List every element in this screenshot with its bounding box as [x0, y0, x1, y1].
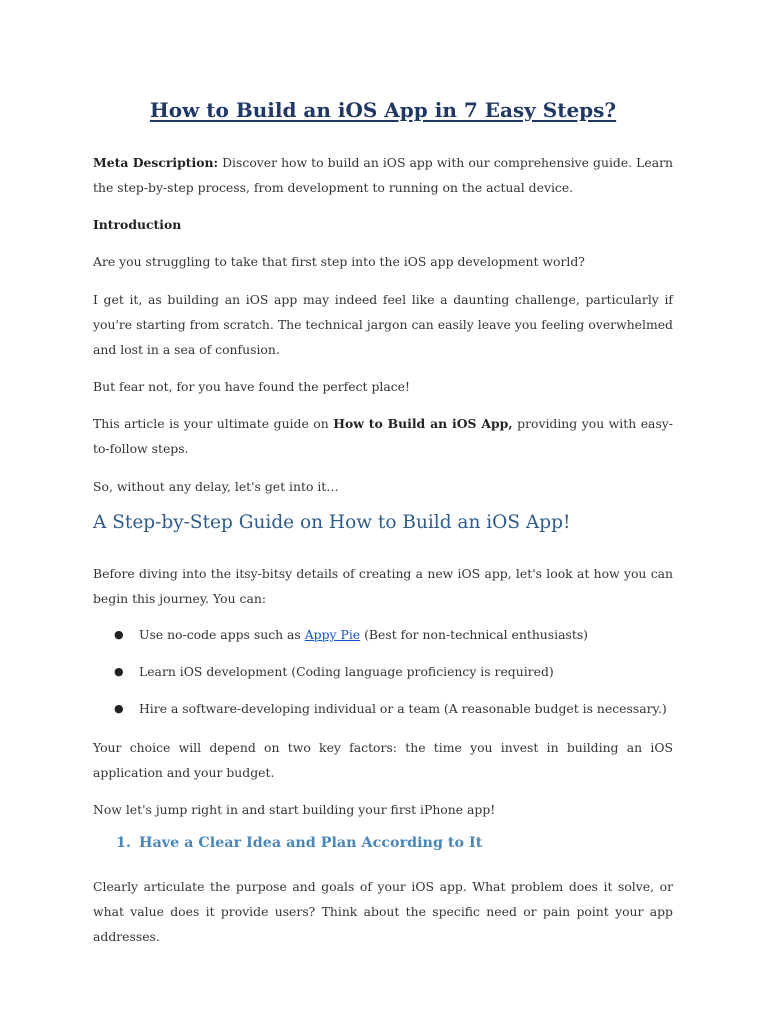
appy-pie-link[interactable]: Appy Pie — [304, 627, 361, 642]
list-item-1-end: (Best for non-technical enthusiasts) — [360, 627, 589, 642]
choice-paragraph: Your choice will depend on two key factors: the time you invest in building an iOS application and your budget. — [93, 740, 673, 780]
meta-description-text: Discover how to build an iOS app with our comprehensive guide. Learn the step-by-step process, from development to running on the actual device. — [93, 155, 673, 195]
bullet-icon: ● — [114, 702, 124, 715]
intro-paragraph-4-start: This article is your ultimate guide on — [93, 416, 334, 431]
jump-paragraph: Now let's jump right in and start building your first iPhone app! — [93, 802, 496, 817]
list-item — [93, 696, 673, 733]
meta-description — [93, 150, 673, 200]
intro-paragraph-2: I get it, as building an iOS app may indeed feel like a daunting challenge, particularly if you're starting from scratch. The technical jargon can easily leave you feeling overwhelmed and lost in a sea of confusion. — [93, 292, 673, 357]
bullet-icon: ● — [114, 628, 124, 641]
list-item-text — [139, 622, 588, 647]
list-item — [93, 622, 673, 659]
bullet-icon: ● — [114, 665, 124, 678]
intro-paragraph-3: But fear not, for you have found the perfect place! — [93, 379, 410, 394]
list-item-1-start: Use no-code apps such as — [139, 627, 305, 642]
meta-description-label: Meta Description: — [93, 155, 219, 170]
page-title: How to Build an iOS App in 7 Easy Steps? — [149, 98, 617, 122]
step-1-heading — [116, 835, 482, 851]
section-heading: A Step-by-Step Guide on How to Build an iOS App! — [93, 512, 571, 533]
introduction-heading: Introduction — [93, 217, 182, 232]
list-item — [93, 659, 673, 696]
list-item-text: Learn iOS development (Coding language proficiency is required) — [139, 664, 554, 679]
step-1-number: 1. — [116, 835, 131, 851]
step-1-paragraph: Clearly articulate the purpose and goals of your iOS app. What problem does it solve, or what value does it provide users? Think about the specific need or pain point your app addresses. — [93, 879, 673, 944]
options-list — [93, 622, 673, 733]
intro-paragraph-1: Are you struggling to take that first step into the iOS app development world? — [93, 254, 585, 269]
intro-paragraph-4-end: providing you with easy-to-follow steps. — [93, 416, 673, 456]
section-intro-paragraph: Before diving into the itsy-bitsy details of creating a new iOS app, let's look at how you can begin this journey. You can: — [93, 566, 673, 606]
intro-paragraph-4-bold: How to Build an iOS App, — [333, 416, 513, 431]
intro-paragraph-5: So, without any delay, let's get into it… — [93, 479, 339, 494]
step-1-heading-text: Have a Clear Idea and Plan According to It — [139, 835, 483, 851]
intro-paragraph-4 — [93, 411, 673, 461]
list-item-text: Hire a software-developing individual or a team (A reasonable budget is necessary.) — [139, 701, 667, 716]
